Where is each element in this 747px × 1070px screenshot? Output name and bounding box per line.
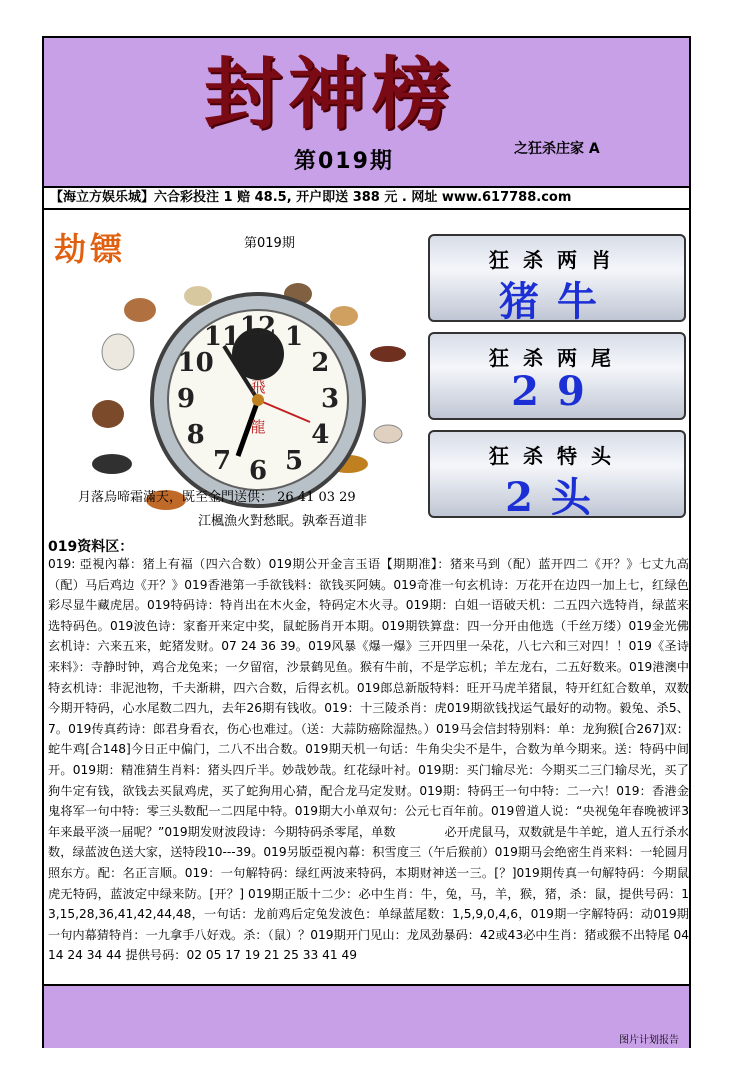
info-body-text: 019: 亞視內幕：猪上有福（四六合数）019期公开金言玉语【期期准】：猪来马到（配）蓝开四二《开？》七丈九高（配）马后鸡边《开？》019香港第一手欲钱料：欲钱买阿姨。019奇准一句玄机诗：万花开在边四一加上七，红绿色彩尽显牛藏虎居。019特码诗：特肖出在木火金，特码定木火寻。019期：白姐一语破天机：二五四六选特肖，绿蓝来选特码色。019波色诗：家畜开来定中奖，鼠蛇肠肖开本期。019期铁算盘：四一分开由他选（千丝万缕）019金光佛玄机诗：六来五来，蛇猪发财。07 24 36 39。019风暴《爆一爆》三开四里一朵花，八七六和三对四！！019《圣诗来料》：寺静时钟，鸡合龙兔来；一夕留宿，沙景鹤见鱼。猴有牛前，不是学忘机；羊左龙右，二五好数来。019港澳中特玄机诗：非泥池物，千夫渐耕，四六合数，后得玄机。019郎总新版特料：旺开马虎羊猪鼠，特开红紅合数单，双数 今期开特码，心水尾数二四九，去年26期有钱收。019：十三陵杀肖：虎019期欲钱找运气最好的动物。毅兔、杀5、7。019传真药诗：郎君身看衣，伤心也难过。（送：大蒜防癌除湿热。）019马会信封特别料：单：龙狗猴[合267]双：蛇牛鸡[合148]今日正中偏门，二八不出合数。019期天机一句话：牛角尖尖不是牛，合数为单今期来。送：特码中间开。019期：精准猜生肖料：猪头四斤半。妙哉妙哉。红花绿叶衬。019期：买门输尽光：今期买二三门输尽光，买了狗牛定有钱，欲钱去买鼠鸡虎，买了蛇狗用心猜，配合龙马定发财。019期：特码王一句中特：二一六！019：香港金鬼将军一句中特：零三头数配一二四尾中特。019期大小单双句：公元七百年前。019曾道人说：“央视兔年春晚被评3年来最平淡一届呢？”019期发财波段诗：今期特码杀零尾，单数 必开虎鼠马，双数就是牛羊蛇，道人五行杀水数，绿蓝波色送大家，送特段10---39。019另版亞視內幕：积雪度三（午后猴前）019期马会绝密生肖来料：一轮圆月照东方。配：名正言顺。019：一句解特码：绿红两波来特码，本期财神送一三。[？]019期传真一句解特码：今期鼠虎无特码，蓝波定中绿来防。[开？] 019期正版十二少：必中生肖：牛，兔，马，羊，猴，猪，杀：鼠，提供号码：13,15,28,36,41,42,44,48，一句话：龙前鸡后定兔发波色：单绿蓝尾数：1,5,9,0,4,6，019期一字解特码：动019期一句内幕猜特肖：一九拿手八好戏。杀：（鼠）？019期开门见山：龙凤劲暴码：42或43必中生肖：猪或猴不出特尾 04 14 24 34 44 提供号码：02 05 17 19 21 25 33 41 49 <box>48 557 726 963</box>
section-title: 019资料区： <box>48 539 134 555</box>
poem-line-1: 月落烏啼霜滿天，既至金門送供： 26 41 03 29 <box>78 490 356 505</box>
poem-line-2: 江楓漁火對愁眠。孰牽吾道非 <box>198 514 368 529</box>
animal-icon <box>330 306 358 326</box>
clock-numeral: 10 <box>177 348 214 378</box>
clock-numeral: 6 <box>248 456 268 486</box>
clock-numeral: 11 <box>203 321 241 352</box>
prediction-box <box>428 332 686 420</box>
header-banner <box>44 38 689 188</box>
clock-numeral: 9 <box>176 384 196 414</box>
animal-icon <box>92 454 132 474</box>
poster-frame <box>42 36 726 1048</box>
prediction-title: 狂杀两尾 <box>489 346 625 370</box>
clock-numeral: 3 <box>320 384 340 414</box>
clock-center-char: 龍 <box>250 418 266 436</box>
clock-picture <box>48 224 418 536</box>
ad-bar[interactable]: 【海立方娱乐城】六合彩投注 1 赔 48.5, 开户即送 388 元 . 网址 www.617788.com <box>44 186 689 210</box>
prediction-title: 狂杀两肖 <box>489 248 625 272</box>
prediction-value: 猪牛 <box>499 278 615 325</box>
prediction-panel <box>428 234 686 528</box>
clock-numeral: 2 <box>311 348 330 378</box>
stamp-text: 劫镖 <box>54 230 127 268</box>
prediction-box <box>428 234 686 325</box>
prediction-box <box>428 430 686 521</box>
prediction-value: 2头 <box>505 474 609 521</box>
issue-label: 第019期 <box>294 149 394 174</box>
clock-numeral: 7 <box>212 446 232 477</box>
animal-icon <box>102 334 134 370</box>
animal-icon <box>124 298 156 322</box>
clock-numeral: 8 <box>186 420 205 450</box>
animal-icon <box>92 400 124 428</box>
clock-numeral: 1 <box>284 321 304 352</box>
footer-mark: 图片计划报告 <box>619 1035 679 1046</box>
clock-numeral: 5 <box>284 446 304 477</box>
clock-numeral: 4 <box>311 420 330 450</box>
picture-period: 第019期 <box>244 236 295 251</box>
subtitle: 之狂杀庄家 A <box>514 141 600 157</box>
prediction-value: 29 <box>511 368 603 415</box>
animal-icon <box>370 346 406 362</box>
prediction-title: 狂杀特头 <box>489 444 625 468</box>
animal-icon <box>184 286 212 306</box>
clock-numeral: 12 <box>239 312 277 342</box>
clock-center-char: 飛 <box>250 378 266 396</box>
page-logo: 封神榜 <box>204 49 457 140</box>
footer-banner <box>44 984 689 1048</box>
animal-icon <box>374 425 402 443</box>
